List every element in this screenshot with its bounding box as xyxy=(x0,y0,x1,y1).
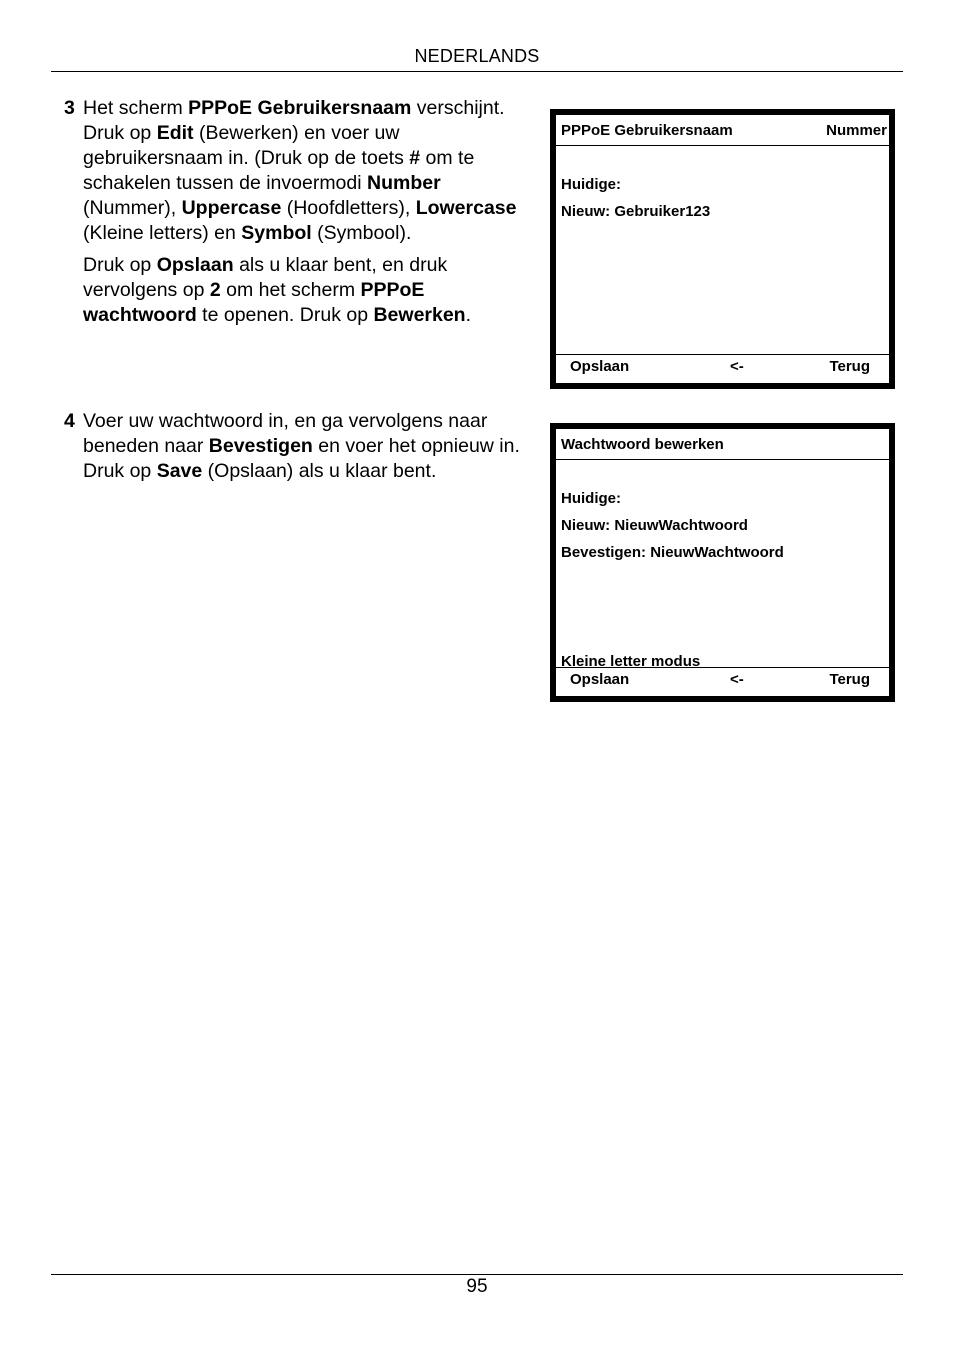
text-run: verschijnt. Druk op xyxy=(83,97,505,144)
bold-term: Symbol xyxy=(241,222,312,244)
screen-title: PPPoE Gebruikersnaam xyxy=(561,122,733,139)
text-run: (Opslaan) als u klaar bent. xyxy=(202,460,437,482)
softkey-bar xyxy=(556,667,889,696)
text-run: als u klaar bent, en druk vervolgens op xyxy=(83,254,448,301)
confirm-password-field[interactable]: Bevestigen: NieuwWachtwoord xyxy=(561,544,784,561)
text-run: Druk op xyxy=(83,254,157,276)
backspace-softkey[interactable]: <- xyxy=(730,671,744,688)
new-password-field[interactable]: Nieuw: NieuwWachtwoord xyxy=(561,517,748,534)
screen-title-bar xyxy=(556,429,889,460)
softkey-bar xyxy=(556,354,889,383)
text-run: (Kleine letters) en xyxy=(83,222,242,244)
step-number: 3 xyxy=(64,97,75,119)
text-run: . xyxy=(465,304,472,326)
bold-term: PPPoE Gebruikersnaam xyxy=(188,97,412,119)
step-number: 4 xyxy=(64,410,75,432)
new-username-field[interactable]: Nieuw: Gebruiker123 xyxy=(561,203,711,220)
bold-term: Save xyxy=(156,460,203,482)
text-run: om te schakelen tussen de invoermodi xyxy=(83,147,475,194)
screen-title-bar xyxy=(556,115,889,146)
bold-term: 2 xyxy=(209,279,221,301)
save-softkey[interactable]: Opslaan xyxy=(570,358,630,375)
step-body xyxy=(83,96,534,328)
text-run: (Symbool). xyxy=(311,222,412,244)
page-number: 95 xyxy=(466,1276,488,1297)
instruction-step-4 xyxy=(64,409,534,484)
step-body xyxy=(83,409,534,484)
instruction-step-3 xyxy=(64,96,534,328)
footer-divider xyxy=(51,1274,903,1275)
text-run: (Bewerken) en voer uw gebruikersnaam in. (Druk op de toets xyxy=(83,122,410,169)
page-header-language: NEDERLANDS xyxy=(414,46,540,66)
bold-term: Uppercase xyxy=(181,197,282,219)
text-run: Voer uw wachtwoord in, en ga vervolgens naar beneden naar xyxy=(83,410,488,457)
back-softkey[interactable]: Terug xyxy=(829,671,870,688)
step-3-paragraph-2 xyxy=(83,253,534,328)
bold-term: Bewerken xyxy=(373,304,466,326)
pppoe-username-screen xyxy=(550,109,895,389)
bold-term: Lowercase xyxy=(415,197,517,219)
text-run: te openen. Druk op xyxy=(196,304,374,326)
backspace-softkey[interactable]: <- xyxy=(730,358,744,375)
bold-term: Number xyxy=(367,172,441,194)
bold-term: Edit xyxy=(156,122,194,144)
back-softkey[interactable]: Terug xyxy=(829,358,870,375)
text-run: en voer het opnieuw in. Druk op xyxy=(83,435,520,482)
input-mode-indicator: Nummer xyxy=(826,122,887,139)
text-run: om het scherm xyxy=(220,279,361,301)
text-run: (Hoofdletters), xyxy=(281,197,416,219)
bold-term: Bevestigen xyxy=(208,435,313,457)
bold-term: Opslaan xyxy=(156,254,234,276)
text-run: (Nummer), xyxy=(83,197,182,219)
header-divider xyxy=(51,71,903,72)
current-value-label: Huidige: xyxy=(561,176,621,193)
step-4-paragraph-1 xyxy=(83,409,534,484)
save-softkey[interactable]: Opslaan xyxy=(570,671,630,688)
screen-title: Wachtwoord bewerken xyxy=(561,436,724,453)
current-value-label: Huidige: xyxy=(561,490,621,507)
text-run: Het scherm xyxy=(83,97,189,119)
input-mode-indicator: Kleine letter modus xyxy=(561,653,701,670)
step-3-paragraph-1 xyxy=(83,96,534,246)
bold-term: PPPoE wachtwoord xyxy=(83,279,425,326)
bold-term: # xyxy=(409,147,421,169)
edit-password-screen xyxy=(550,423,895,702)
